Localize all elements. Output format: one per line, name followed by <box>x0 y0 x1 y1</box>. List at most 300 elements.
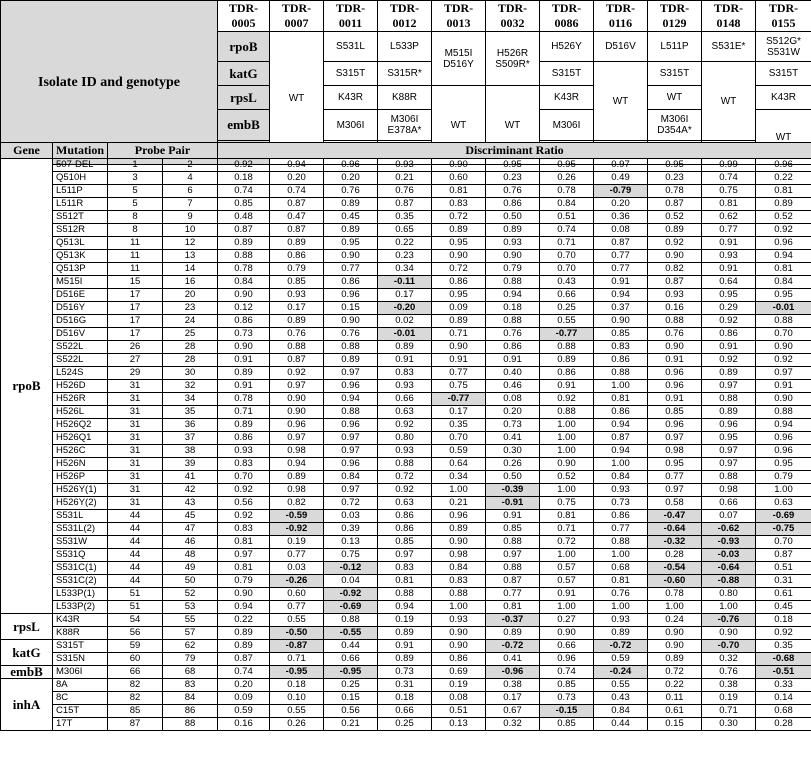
ratio-cell: 0.90 <box>432 627 486 640</box>
probe-cell: 29 <box>108 367 163 380</box>
ratio-cell: 0.70 <box>756 536 811 549</box>
ratio-cell: 0.87 <box>378 198 432 211</box>
ratio-cell: 0.89 <box>648 224 702 237</box>
table-row <box>1 653 811 666</box>
ratio-cell: 0.15 <box>324 692 378 705</box>
ratio-cell: 0.89 <box>270 471 324 484</box>
ratio-cell: 0.92 <box>218 484 270 497</box>
ratio-cell: 0.71 <box>432 328 486 341</box>
ratio-cell: 0.89 <box>378 653 432 666</box>
probe-cell: 17 <box>108 315 163 328</box>
ratio-cell: 0.94 <box>270 159 324 172</box>
ratio-cell: -0.70 <box>702 640 756 653</box>
probe-cell: 59 <box>108 640 163 653</box>
ratio-cell: -0.69 <box>324 601 378 614</box>
ratio-cell: 0.35 <box>432 419 486 432</box>
ratio-cell: 0.45 <box>756 601 811 614</box>
probe-cell: 31 <box>108 445 163 458</box>
genotype-cell: WT <box>594 62 648 141</box>
ratio-cell: 0.84 <box>540 198 594 211</box>
ratio-cell: 0.91 <box>218 380 270 393</box>
ratio-cell: 0.77 <box>594 523 648 536</box>
ratio-cell: 0.50 <box>486 211 540 224</box>
ratio-cell: 0.79 <box>270 263 324 276</box>
probe-cell: 5 <box>108 185 163 198</box>
table-row <box>1 354 811 367</box>
ratio-cell: 0.98 <box>432 549 486 562</box>
ratio-cell: 0.94 <box>594 445 648 458</box>
genotype-cell: S315R* <box>378 62 432 86</box>
probe-cell: 34 <box>163 393 218 406</box>
ratio-cell: 0.79 <box>218 575 270 588</box>
ratio-cell: 1.00 <box>594 549 648 562</box>
ratio-cell: 1.00 <box>432 601 486 614</box>
isolate-header: TDR- 0129 <box>648 1 702 32</box>
probe-cell: 11 <box>108 250 163 263</box>
genotype-cell: WT <box>648 86 702 110</box>
ratio-cell: 0.89 <box>756 198 811 211</box>
table-row <box>1 198 811 211</box>
ratio-cell: -0.01 <box>378 328 432 341</box>
probe-cell: 51 <box>108 588 163 601</box>
ratio-cell: 0.73 <box>594 497 648 510</box>
ratio-cell: 0.90 <box>270 393 324 406</box>
ratio-cell: 0.91 <box>594 276 648 289</box>
ratio-cell: 0.83 <box>378 562 432 575</box>
ratio-cell: 0.25 <box>540 302 594 315</box>
ratio-cell: 0.97 <box>324 432 378 445</box>
mutation-cell: H526Y(2) <box>53 497 108 510</box>
ratio-cell: 0.90 <box>432 250 486 263</box>
ratio-cell: 0.94 <box>324 393 378 406</box>
ratio-cell: 0.38 <box>486 679 540 692</box>
ratio-cell: 0.87 <box>270 354 324 367</box>
ratio-cell: 0.39 <box>324 523 378 536</box>
table-row <box>1 536 811 549</box>
probe-cell: 84 <box>163 692 218 705</box>
ratio-cell: 0.77 <box>486 588 540 601</box>
ratio-cell: 0.15 <box>324 302 378 315</box>
ratio-cell: 0.90 <box>218 341 270 354</box>
ratio-cell: -0.47 <box>648 510 702 523</box>
ratio-cell: 0.38 <box>702 679 756 692</box>
ratio-cell: 0.52 <box>756 211 811 224</box>
ratio-cell: 0.96 <box>324 289 378 302</box>
ratio-cell: 0.96 <box>270 419 324 432</box>
ratio-cell: 0.81 <box>702 198 756 211</box>
table-row <box>1 588 811 601</box>
ratio-cell: 0.19 <box>432 679 486 692</box>
ratio-cell: 0.52 <box>648 211 702 224</box>
ratio-cell: 0.70 <box>218 471 270 484</box>
mutation-cell: S512R <box>53 224 108 237</box>
table-row <box>1 666 811 679</box>
isolate-header: TDR- 0155 <box>756 1 811 32</box>
ratio-cell: 0.89 <box>432 224 486 237</box>
ratio-cell: 0.97 <box>218 549 270 562</box>
ratio-cell: 0.18 <box>378 692 432 705</box>
probe-cell: 5 <box>108 198 163 211</box>
ratio-cell: -0.60 <box>648 575 702 588</box>
ratio-cell: 0.88 <box>594 536 648 549</box>
ratio-cell: -0.51 <box>756 666 811 679</box>
ratio-cell: -0.88 <box>702 575 756 588</box>
mutation-cell: D516Y <box>53 302 108 315</box>
ratio-cell: 0.28 <box>756 718 811 731</box>
ratio-cell: 0.43 <box>540 276 594 289</box>
table-row <box>1 393 811 406</box>
ratio-cell: -0.20 <box>378 302 432 315</box>
ratio-cell: 0.96 <box>324 380 378 393</box>
ratio-cell: 0.33 <box>756 679 811 692</box>
genotype-cell: S315T <box>756 62 811 86</box>
table-row <box>1 185 811 198</box>
probe-cell: 82 <box>108 679 163 692</box>
ratio-cell: 0.74 <box>218 666 270 679</box>
mutation-cell: D516E <box>53 289 108 302</box>
ratio-cell: 0.82 <box>648 263 702 276</box>
ratio-cell: 0.52 <box>540 471 594 484</box>
ratio-cell: 0.35 <box>378 211 432 224</box>
ratio-cell: -0.72 <box>594 640 648 653</box>
genotype-cell: H526Y <box>540 32 594 62</box>
ratio-cell: 0.45 <box>324 211 378 224</box>
ratio-cell: 0.63 <box>378 406 432 419</box>
genotype-cell: K43R <box>324 86 378 110</box>
ratio-cell: 0.97 <box>702 458 756 471</box>
ratio-cell: 0.91 <box>486 354 540 367</box>
ratio-cell: 0.86 <box>324 276 378 289</box>
ratio-cell: -0.93 <box>702 536 756 549</box>
ratio-cell: 0.76 <box>270 328 324 341</box>
ratio-cell: 1.00 <box>702 601 756 614</box>
ratio-cell: -0.32 <box>648 536 702 549</box>
probe-cell: 6 <box>163 185 218 198</box>
probe-cell: 14 <box>163 263 218 276</box>
ratio-cell: 0.83 <box>594 341 648 354</box>
ratio-cell: 0.12 <box>218 302 270 315</box>
genotype-cell: S531L <box>324 32 378 62</box>
ratio-cell: 0.88 <box>756 315 811 328</box>
genotype-gene-label: rpoB <box>218 32 270 62</box>
ratio-cell: 0.41 <box>486 432 540 445</box>
ratio-cell: 0.93 <box>702 250 756 263</box>
ratio-cell: -0.77 <box>432 393 486 406</box>
ratio-cell: 0.78 <box>540 185 594 198</box>
ratio-cell: 0.44 <box>594 718 648 731</box>
ratio-cell: 0.81 <box>594 393 648 406</box>
ratio-cell: 0.83 <box>218 458 270 471</box>
mutation-cell: C15T <box>53 705 108 718</box>
ratio-cell: -0.87 <box>270 640 324 653</box>
ratio-cell: 0.11 <box>648 692 702 705</box>
ratio-cell: 0.70 <box>540 250 594 263</box>
ratio-cell: 0.88 <box>540 341 594 354</box>
ratio-cell: -0.37 <box>486 614 540 627</box>
table-row <box>1 419 811 432</box>
ratio-cell: 0.97 <box>324 445 378 458</box>
probe-cell: 15 <box>108 276 163 289</box>
ratio-cell: 0.95 <box>648 458 702 471</box>
genotype-cell: S315T <box>648 62 702 86</box>
mutation-cell: S512T <box>53 211 108 224</box>
ratio-cell: 0.86 <box>432 653 486 666</box>
ratio-cell: 0.84 <box>218 276 270 289</box>
ratio-cell: 0.90 <box>270 406 324 419</box>
ratio-cell: 0.98 <box>702 484 756 497</box>
ratio-cell: 0.82 <box>270 497 324 510</box>
ratio-cell: 0.92 <box>378 419 432 432</box>
probe-cell: 52 <box>163 588 218 601</box>
ratio-cell: 0.46 <box>486 380 540 393</box>
ratio-cell: 0.90 <box>218 289 270 302</box>
ratio-cell: 0.92 <box>648 237 702 250</box>
ratio-cell: 0.89 <box>324 354 378 367</box>
ratio-cell: 0.37 <box>594 302 648 315</box>
ratio-cell: 0.91 <box>648 393 702 406</box>
probe-cell: 55 <box>163 614 218 627</box>
ratio-cell: 0.87 <box>486 575 540 588</box>
probe-cell: 46 <box>163 536 218 549</box>
ratio-cell: 0.72 <box>378 471 432 484</box>
genotype-cell: M306I <box>540 110 594 141</box>
ratio-cell: 0.81 <box>756 263 811 276</box>
ratio-cell: -0.79 <box>594 185 648 198</box>
mutation-cell: H526Q2 <box>53 419 108 432</box>
ratio-cell: 0.40 <box>486 367 540 380</box>
ratio-cell: 0.89 <box>594 627 648 640</box>
ratio-cell: -0.75 <box>756 523 811 536</box>
isolate-header: TDR- 0086 <box>540 1 594 32</box>
ratio-cell: 0.17 <box>486 692 540 705</box>
ratio-cell: 0.66 <box>378 705 432 718</box>
table-row <box>1 341 811 354</box>
ratio-cell: 0.90 <box>594 315 648 328</box>
genotype-cell: K88R <box>378 86 432 110</box>
ratio-cell: 0.57 <box>540 562 594 575</box>
ratio-cell: 0.87 <box>270 198 324 211</box>
probe-cell: 8 <box>108 224 163 237</box>
ratio-cell: 0.93 <box>594 614 648 627</box>
ratio-cell: 0.88 <box>486 276 540 289</box>
ratio-cell: 0.70 <box>540 263 594 276</box>
ratio-cell: 0.20 <box>594 198 648 211</box>
gene-group-label: embB <box>1 666 53 679</box>
ratio-cell: 0.96 <box>648 419 702 432</box>
ratio-cell: 0.93 <box>378 380 432 393</box>
ratio-cell: 0.77 <box>648 471 702 484</box>
mutation-cell: H526P <box>53 471 108 484</box>
ratio-cell: 0.09 <box>218 692 270 705</box>
probe-cell: 31 <box>108 380 163 393</box>
table-row <box>1 627 811 640</box>
table-row <box>1 562 811 575</box>
mutation-cell: K43R <box>53 614 108 627</box>
ratio-cell: -0.77 <box>540 328 594 341</box>
discriminant-ratio-header: Discriminant Ratio <box>218 143 811 159</box>
ratio-cell: 0.97 <box>270 432 324 445</box>
ratio-cell: 0.63 <box>378 497 432 510</box>
ratio-cell: 0.13 <box>324 536 378 549</box>
ratio-cell: -0.92 <box>270 523 324 536</box>
ratio-cell: 0.87 <box>218 653 270 666</box>
ratio-cell: 0.89 <box>378 341 432 354</box>
probe-cell: 44 <box>108 510 163 523</box>
genotype-cell: L533P <box>378 32 432 62</box>
mutation-cell: K88R <box>53 627 108 640</box>
ratio-cell: 0.88 <box>324 341 378 354</box>
ratio-cell: 0.92 <box>218 510 270 523</box>
ratio-cell: -0.39 <box>486 484 540 497</box>
ratio-cell: 0.95 <box>648 159 702 172</box>
ratio-cell: 0.19 <box>702 692 756 705</box>
ratio-cell: 1.00 <box>756 484 811 497</box>
mutation-cell: S531W <box>53 536 108 549</box>
ratio-cell: 0.88 <box>270 341 324 354</box>
ratio-cell: 0.89 <box>218 640 270 653</box>
ratio-cell: 0.55 <box>270 705 324 718</box>
ratio-cell: 0.81 <box>756 185 811 198</box>
probe-cell: 85 <box>108 705 163 718</box>
probe-cell: 16 <box>163 276 218 289</box>
mutation-cell: S531L(2) <box>53 523 108 536</box>
mutation-cell: D516G <box>53 315 108 328</box>
ratio-cell: 0.81 <box>218 536 270 549</box>
table-row <box>1 692 811 705</box>
probe-cell: 49 <box>163 562 218 575</box>
ratio-cell: 0.90 <box>432 640 486 653</box>
mutation-cell: L524S <box>53 367 108 380</box>
ratio-cell: 0.74 <box>270 185 324 198</box>
ratio-cell: 0.51 <box>756 562 811 575</box>
probe-cell: 17 <box>108 328 163 341</box>
probe-cell: 82 <box>108 692 163 705</box>
ratio-cell: 0.08 <box>432 692 486 705</box>
ratio-cell: 0.95 <box>486 159 540 172</box>
ratio-cell: 0.90 <box>648 250 702 263</box>
ratio-cell: 0.19 <box>378 614 432 627</box>
probe-cell: 7 <box>163 198 218 211</box>
ratio-cell: 0.91 <box>218 354 270 367</box>
ratio-cell: 0.55 <box>270 614 324 627</box>
ratio-cell: 0.83 <box>432 198 486 211</box>
ratio-cell: 0.84 <box>756 276 811 289</box>
ratio-cell: 1.00 <box>594 601 648 614</box>
probe-cell: 66 <box>108 666 163 679</box>
probe-cell: 11 <box>108 263 163 276</box>
ratio-cell: 0.34 <box>432 471 486 484</box>
ratio-cell: 0.77 <box>594 250 648 263</box>
ratio-cell: 0.93 <box>270 289 324 302</box>
ratio-cell: 0.94 <box>756 419 811 432</box>
ratio-cell: -0.01 <box>756 302 811 315</box>
mutation-cell: 17T <box>53 718 108 731</box>
ratio-cell: 0.77 <box>324 263 378 276</box>
probe-cell: 54 <box>108 614 163 627</box>
ratio-cell: 0.89 <box>218 237 270 250</box>
ratio-cell: 0.91 <box>486 510 540 523</box>
ratio-cell: 0.91 <box>756 380 811 393</box>
gene-group-label: rpoB <box>1 159 53 614</box>
ratio-cell: -0.72 <box>486 640 540 653</box>
ratio-cell: 0.95 <box>432 289 486 302</box>
ratio-cell: 0.90 <box>218 588 270 601</box>
ratio-cell: -0.92 <box>324 588 378 601</box>
genotype-cell: S315T <box>540 62 594 86</box>
ratio-cell: 0.88 <box>324 614 378 627</box>
mutation-cell: S315N <box>53 653 108 666</box>
probe-cell: 45 <box>163 510 218 523</box>
mutation-cell: Q513L <box>53 237 108 250</box>
table-row <box>1 159 811 172</box>
ratio-cell: 0.78 <box>218 263 270 276</box>
ratio-cell: 0.10 <box>270 692 324 705</box>
ratio-cell: 0.87 <box>648 198 702 211</box>
mutation-cell: M306I <box>53 666 108 679</box>
mutation-cell: L533P(1) <box>53 588 108 601</box>
ratio-cell: 0.25 <box>378 718 432 731</box>
ratio-cell: 0.72 <box>324 497 378 510</box>
ratio-cell: 0.78 <box>218 393 270 406</box>
ratio-cell: 0.97 <box>594 159 648 172</box>
ratio-cell: 0.18 <box>756 614 811 627</box>
ratio-cell: 0.22 <box>648 679 702 692</box>
mutation-cell: H526D <box>53 380 108 393</box>
mutation-cell: L511R <box>53 198 108 211</box>
table-row <box>1 315 811 328</box>
ratio-cell: 0.86 <box>432 276 486 289</box>
ratio-cell: 0.61 <box>756 588 811 601</box>
ratio-cell: 0.18 <box>270 679 324 692</box>
ratio-cell: 0.79 <box>486 263 540 276</box>
ratio-cell: 0.91 <box>702 263 756 276</box>
probe-cell: 43 <box>163 497 218 510</box>
genotype-cell: H526R S509R* <box>486 32 540 86</box>
ratio-cell: -0.62 <box>702 523 756 536</box>
probe-cell: 79 <box>163 653 218 666</box>
probe-cell: 31 <box>108 484 163 497</box>
ratio-cell: 0.87 <box>594 432 648 445</box>
ratio-cell: 0.85 <box>486 523 540 536</box>
ratio-cell: 0.65 <box>378 224 432 237</box>
ratio-cell: 0.94 <box>486 289 540 302</box>
ratio-cell: 0.68 <box>756 705 811 718</box>
ratio-cell: 0.96 <box>756 432 811 445</box>
ratio-cell: 0.93 <box>378 159 432 172</box>
ratio-cell: 0.91 <box>378 354 432 367</box>
ratio-cell: 0.72 <box>648 666 702 679</box>
ratio-cell: 0.91 <box>432 354 486 367</box>
ratio-cell: 0.94 <box>378 601 432 614</box>
ratio-cell: 0.92 <box>218 159 270 172</box>
ratio-cell: 0.81 <box>540 510 594 523</box>
probe-cell: 44 <box>108 575 163 588</box>
ratio-cell: 0.78 <box>648 185 702 198</box>
mutation-cell: M515I <box>53 276 108 289</box>
ratio-cell: 0.13 <box>432 718 486 731</box>
ratio-cell: 0.60 <box>432 172 486 185</box>
ratio-cell: 0.55 <box>540 315 594 328</box>
table-row <box>1 432 811 445</box>
ratio-cell: 0.77 <box>594 263 648 276</box>
ratio-cell: 0.95 <box>756 289 811 302</box>
ratio-cell: 0.36 <box>594 211 648 224</box>
ratio-cell: 0.90 <box>648 627 702 640</box>
mutation-cell: S522L <box>53 354 108 367</box>
probe-cell: 31 <box>108 406 163 419</box>
mutation-cell: 8A <box>53 679 108 692</box>
ratio-cell: 1.00 <box>540 484 594 497</box>
